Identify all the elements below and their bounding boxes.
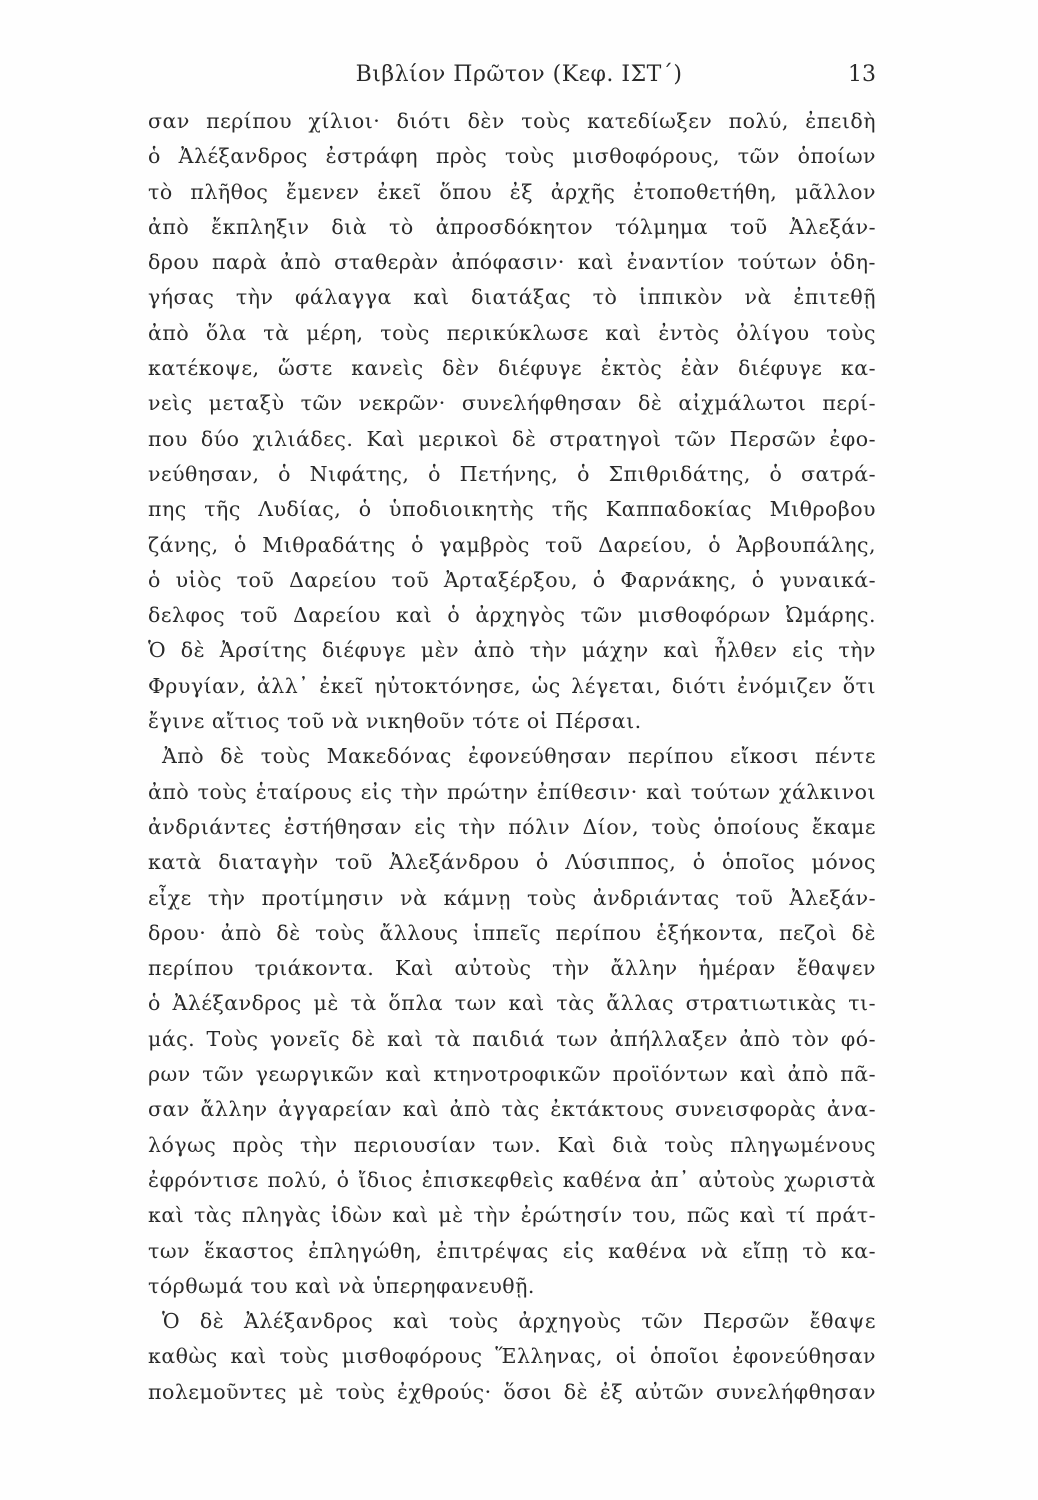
page-header xyxy=(0,58,1038,92)
body-text xyxy=(148,104,876,1410)
paragraph-first-line: Ὁ δὲ Ἀλέξανδρος καὶ τοὺς ἀρχηγοὺς τῶν Περσῶν ἔθαψε xyxy=(162,1309,876,1334)
text-line: ὁ υἱὸς τοῦ Δαρείου τοῦ Ἀρταξέρξου, ὁ Φαρνάκης, ὁ γυναικά- xyxy=(148,567,876,592)
text-line: Ὁ δὲ Ἀρσίτης διέφυγε μὲν ἀπὸ τὴν μάχην καὶ ἦλθεν εἰς τὴν xyxy=(148,638,876,663)
text-line: ἀπὸ ἔκπληξιν διὰ τὸ ἀπροσδόκητον τόλμημα τοῦ Ἀλεξάν- xyxy=(148,214,876,239)
running-title: Βιβλίον Πρῶτον (Κεφ. ΙΣΤ΄) xyxy=(355,62,683,87)
text-line: μάς. Τοὺς γονεῖς δὲ καὶ τὰ παιδιά των ἀπήλλαξεν ἀπὸ τὸν φό- xyxy=(148,1026,876,1051)
paragraph-first-line: Ἀπὸ δὲ τοὺς Μακεδόνας ἐφονεύθησαν περίπου εἴκοσι πέντε xyxy=(162,744,876,769)
text-line: Φρυγίαν, ἀλλ᾽ ἐκεῖ ηὐτοκτόνησε, ὡς λέγεται, διότι ἐνόμιζεν ὅτι xyxy=(148,673,876,698)
text-line: ζάνης, ὁ Μιθραδάτης ὁ γαμβρὸς τοῦ Δαρείου, ὁ Ἀρβουπάλης, xyxy=(148,532,876,557)
text-line: πης τῆς Λυδίας, ὁ ὑποδιοικητὴς τῆς Καππαδοκίας Μιθροβου xyxy=(148,497,876,522)
text-line: κατὰ διαταγὴν τοῦ Ἀλεξάνδρου ὁ Λύσιππος, ὁ ὁποῖος μόνος xyxy=(148,850,876,875)
text-line: νεὶς μεταξὺ τῶν νεκρῶν· συνελήφθησαν δὲ αἰχμάλωτοι περί- xyxy=(148,391,876,416)
text-line: νεύθησαν, ὁ Νιφάτης, ὁ Πετήνης, ὁ Σπιθριδάτης, ὁ σατρά- xyxy=(148,461,876,486)
text-line: δρου παρὰ ἀπὸ σταθερὰν ἀπόφασιν· καὶ ἐναντίον τούτων ὁδη- xyxy=(148,250,876,275)
text-line: ἀπὸ ὅλα τὰ μέρη, τοὺς περικύκλωσε καὶ ἐντὸς ὀλίγου τοὺς xyxy=(148,320,876,345)
text-line: γήσας τὴν φάλαγγα καὶ διατάξας τὸ ἱππικὸν νὰ ἐπιτεθῇ xyxy=(148,285,876,310)
text-line: περίπου τριάκοντα. Καὶ αὐτοὺς τὴν ἄλλην ἡμέραν ἔθαψεν xyxy=(148,956,876,981)
text-line: καθὼς καὶ τοὺς μισθοφόρους Ἕλληνας, οἱ ὁποῖοι ἐφονεύθησαν xyxy=(148,1344,876,1369)
page-number: 13 xyxy=(848,62,876,87)
text-line: που δύο χιλιάδες. Καὶ μερικοὶ δὲ στρατηγοὶ τῶν Περσῶν ἐφο- xyxy=(148,426,876,451)
text-line: των ἕκαστος ἐπληγώθη, ἐπιτρέψας εἰς καθένα νὰ εἴπῃ τὸ κα- xyxy=(148,1238,876,1263)
text-line: δελφος τοῦ Δαρείου καὶ ὁ ἀρχηγὸς τῶν μισθοφόρων Ὠμάρης. xyxy=(148,603,876,628)
text-line: καὶ τὰς πληγὰς ἰδὼν καὶ μὲ τὴν ἐρώτησίν του, πῶς καὶ τί πράτ- xyxy=(148,1203,876,1228)
text-line: ἀνδριάντες ἐστήθησαν εἰς τὴν πόλιν Δίον, τοὺς ὁποίους ἔκαμε xyxy=(148,814,876,839)
text-line: τὸ πλῆθος ἔμενεν ἐκεῖ ὅπου ἐξ ἀρχῆς ἐτοποθετήθη, μᾶλλον xyxy=(148,179,876,204)
text-line: πολεμοῦντες μὲ τοὺς ἐχθρούς· ὅσοι δὲ ἐξ αὐτῶν συνελήφθησαν xyxy=(148,1379,876,1404)
text-line: ἀπὸ τοὺς ἑταίρους εἰς τὴν πρώτην ἐπίθεσιν· καὶ τούτων χάλκινοι xyxy=(148,779,876,804)
text-line: εἶχε τὴν προτίμησιν νὰ κάμνῃ τοὺς ἀνδριάντας τοῦ Ἀλεξάν- xyxy=(148,885,876,910)
text-line: ἐφρόντισε πολύ, ὁ ἴδιος ἐπισκεφθεὶς καθένα ἀπ᾽ αὐτοὺς χωριστὰ xyxy=(148,1167,876,1192)
text-line: ρων τῶν γεωργικῶν καὶ κτηνοτροφικῶν προϊόντων καὶ ἀπὸ πᾶ- xyxy=(148,1062,876,1087)
paragraph-end-line: ἔγινε αἴτιος τοῦ νὰ νικηθοῦν τότε οἱ Πέρσαι. xyxy=(148,709,642,734)
text-line: ὁ Ἀλέξανδρος ἐστράφη πρὸς τοὺς μισθοφόρους, τῶν ὁποίων xyxy=(148,144,876,169)
text-line: κατέκοψε, ὥστε κανεὶς δὲν διέφυγε ἐκτὸς ἐὰν διέφυγε κα- xyxy=(148,356,876,381)
text-line: σαν ἄλλην ἀγγαρείαν καὶ ἀπὸ τὰς ἐκτάκτους συνεισφορὰς ἀνα- xyxy=(148,1097,876,1122)
text-line: ὁ Ἀλέξανδρος μὲ τὰ ὅπλα των καὶ τὰς ἄλλας στρατιωτικὰς τι- xyxy=(148,991,876,1016)
text-line: λόγως πρὸς τὴν περιουσίαν των. Καὶ διὰ τοὺς πληγωμένους xyxy=(148,1132,876,1157)
paragraph-end-line: τόρθωμά του καὶ νὰ ὑπερηφανευθῇ. xyxy=(148,1273,535,1298)
text-line: σαν περίπου χίλιοι· διότι δὲν τοὺς κατεδίωξεν πολύ, ἐπειδὴ xyxy=(148,109,876,133)
text-line: δρου· ἀπὸ δὲ τοὺς ἄλλους ἱππεῖς περίπου ἑξήκοντα, πεζοὶ δὲ xyxy=(148,920,876,945)
